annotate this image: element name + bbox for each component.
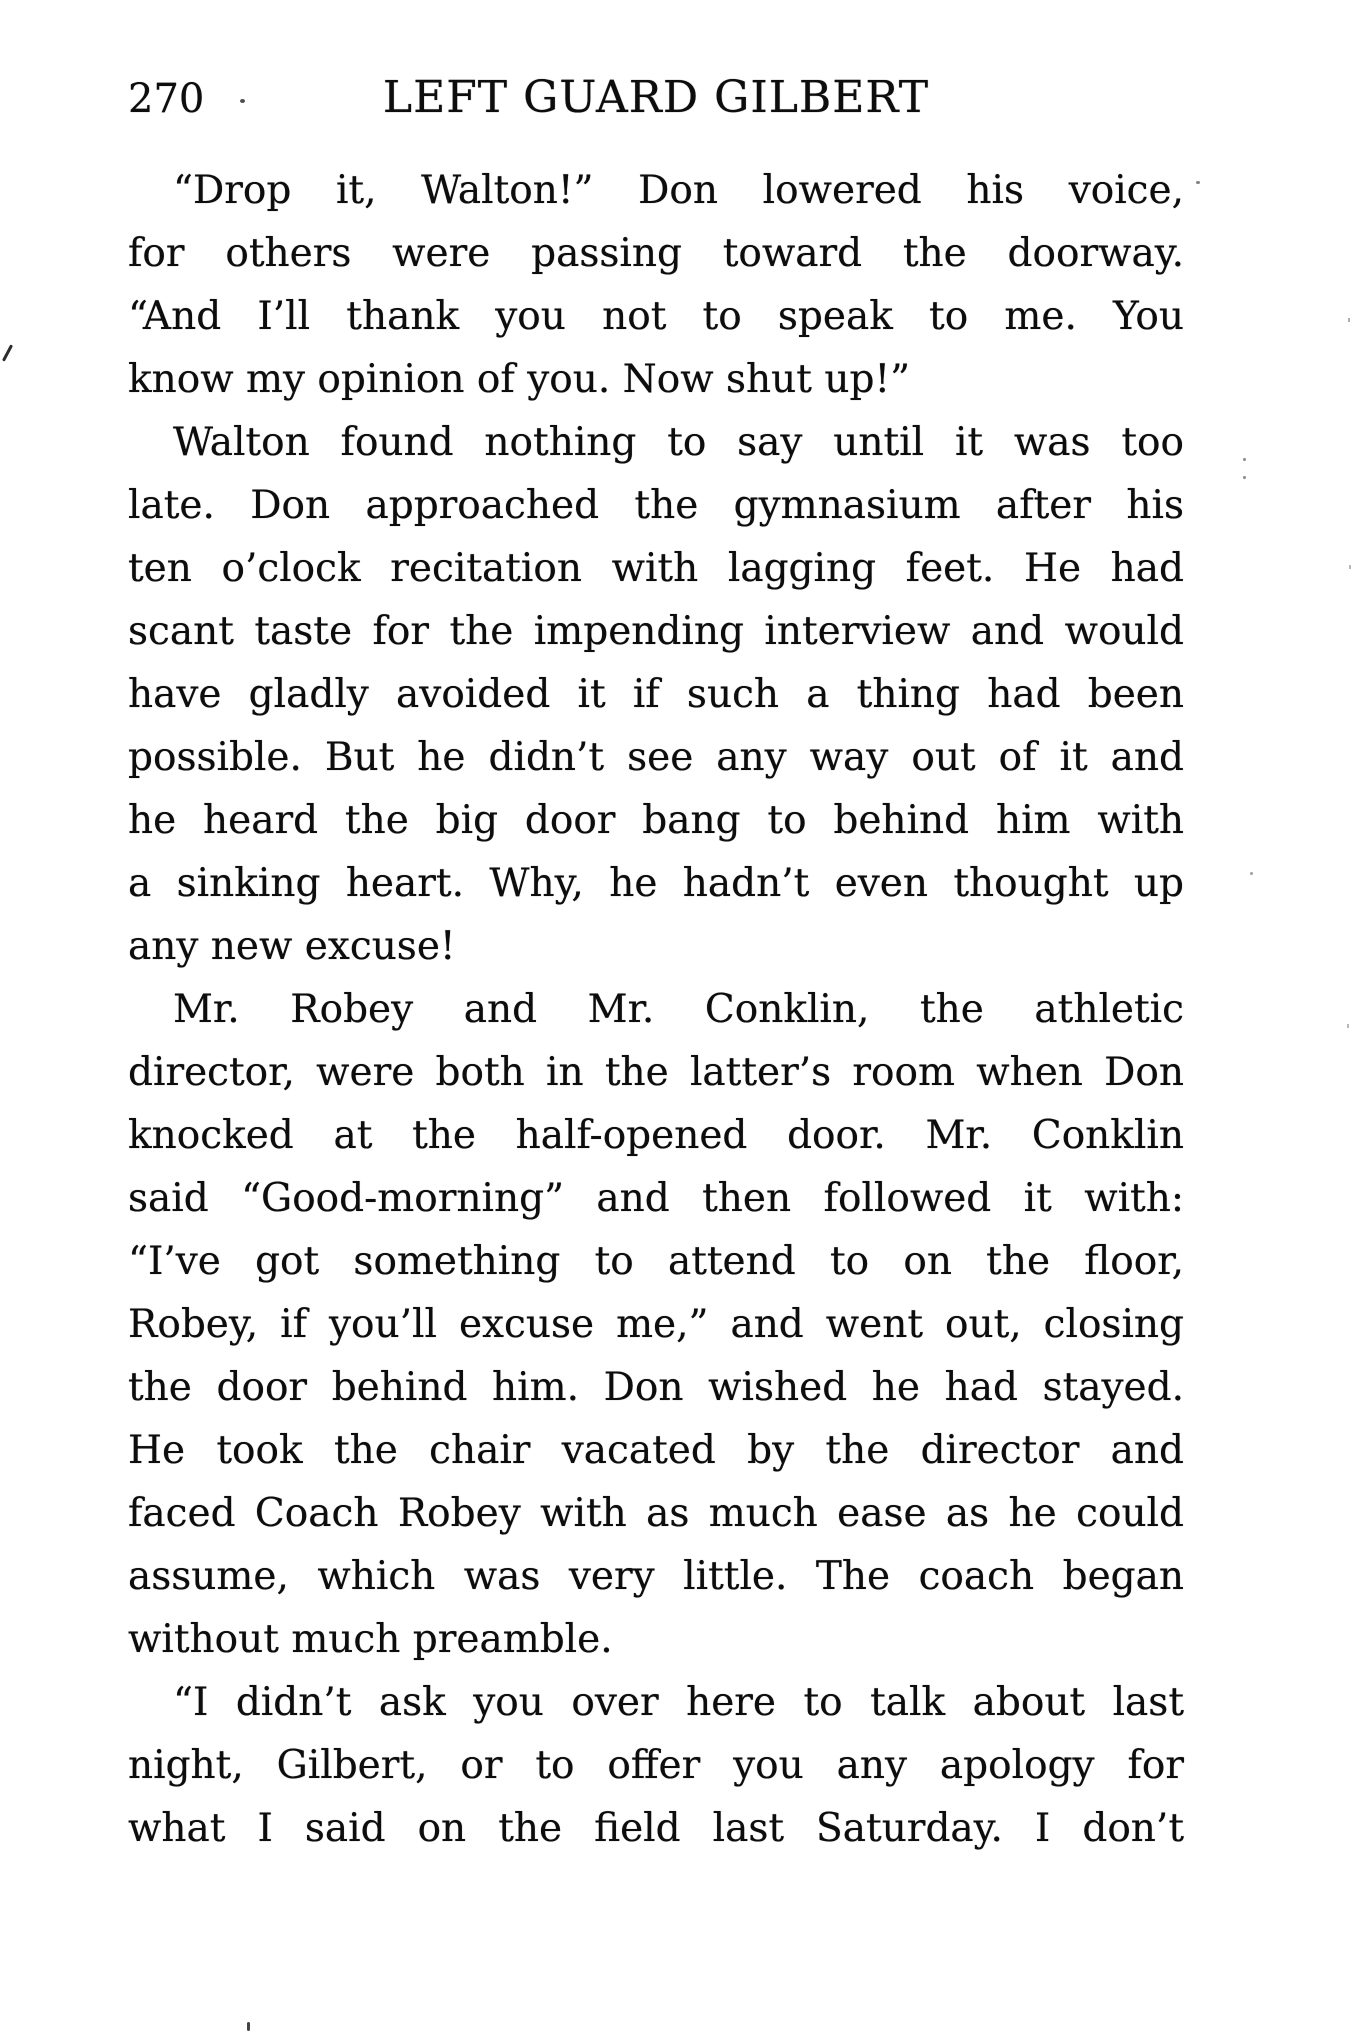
scan-artifact <box>1196 181 1200 184</box>
text-line: know my opinion of you. Now shut up!” <box>128 357 911 402</box>
text-line: without much preamble. <box>128 1617 613 1662</box>
text-line: Walton found nothing to say until it was too <box>173 420 1184 465</box>
paragraph <box>128 1671 1184 1860</box>
text-line: said “Good-morning” and then followed it with: <box>128 1176 1184 1221</box>
scan-artifact <box>240 99 245 103</box>
text-line: for others were passing toward the doorway. <box>128 231 1184 276</box>
text-line: faced Coach Robey with as much ease as he could <box>128 1491 1184 1536</box>
paragraph <box>128 159 1184 411</box>
scan-artifact <box>1347 1024 1349 1028</box>
text-line: Mr. Robey and Mr. Conklin, the athletic <box>173 987 1184 1032</box>
scan-artifact <box>247 2022 250 2031</box>
text-line: “Drop it, Walton!” Don lowered his voice, <box>173 168 1184 213</box>
text-line: knocked at the half-opened door. Mr. Conklin <box>128 1113 1184 1158</box>
text-line: assume, which was very little. The coach began <box>128 1554 1184 1599</box>
text-line: “I’ve got something to attend to on the floor, <box>128 1239 1184 1284</box>
scan-artifact <box>1243 458 1246 461</box>
page-number: 270 <box>128 76 205 122</box>
scan-artifact <box>1243 476 1246 479</box>
text-line: director, were both in the latter’s room when Don <box>128 1050 1184 1095</box>
text-line: late. Don approached the gymnasium after his <box>128 483 1184 528</box>
paragraph <box>128 411 1184 978</box>
text-line: night, Gilbert, or to offer you any apology for <box>128 1743 1184 1788</box>
text-line: what I said on the field last Saturday. I don’t <box>128 1806 1184 1851</box>
text-line: He took the chair vacated by the director and <box>128 1428 1184 1473</box>
text-line: a sinking heart. Why, he hadn’t even thought up <box>128 861 1184 906</box>
text-line: ten o’clock recitation with lagging feet. He had <box>128 546 1184 591</box>
text-line: scant taste for the impending interview and would <box>128 609 1184 654</box>
text-line: “I didn’t ask you over here to talk about last <box>173 1680 1184 1725</box>
text-line: “And I’ll thank you not to speak to me. You <box>128 294 1184 339</box>
text-line: have gladly avoided it if such a thing had been <box>128 672 1184 717</box>
page-header <box>128 72 1184 126</box>
paragraph <box>128 978 1184 1671</box>
text-line: the door behind him. Don wished he had stayed. <box>128 1365 1184 1410</box>
text-line: Robey, if you’ll excuse me,” and went out, closing <box>128 1302 1184 1347</box>
page-body <box>128 159 1184 1860</box>
text-line: he heard the big door bang to behind him with <box>128 798 1184 843</box>
text-line: possible. But he didn’t see any way out of it and <box>128 735 1184 780</box>
running-title: LEFT GUARD GILBERT <box>382 72 930 123</box>
scan-artifact <box>1250 872 1253 875</box>
text-line: any new excuse! <box>128 924 456 969</box>
scan-artifact <box>1349 565 1351 569</box>
scan-artifact <box>1348 318 1350 322</box>
scan-artifact <box>2 344 13 361</box>
